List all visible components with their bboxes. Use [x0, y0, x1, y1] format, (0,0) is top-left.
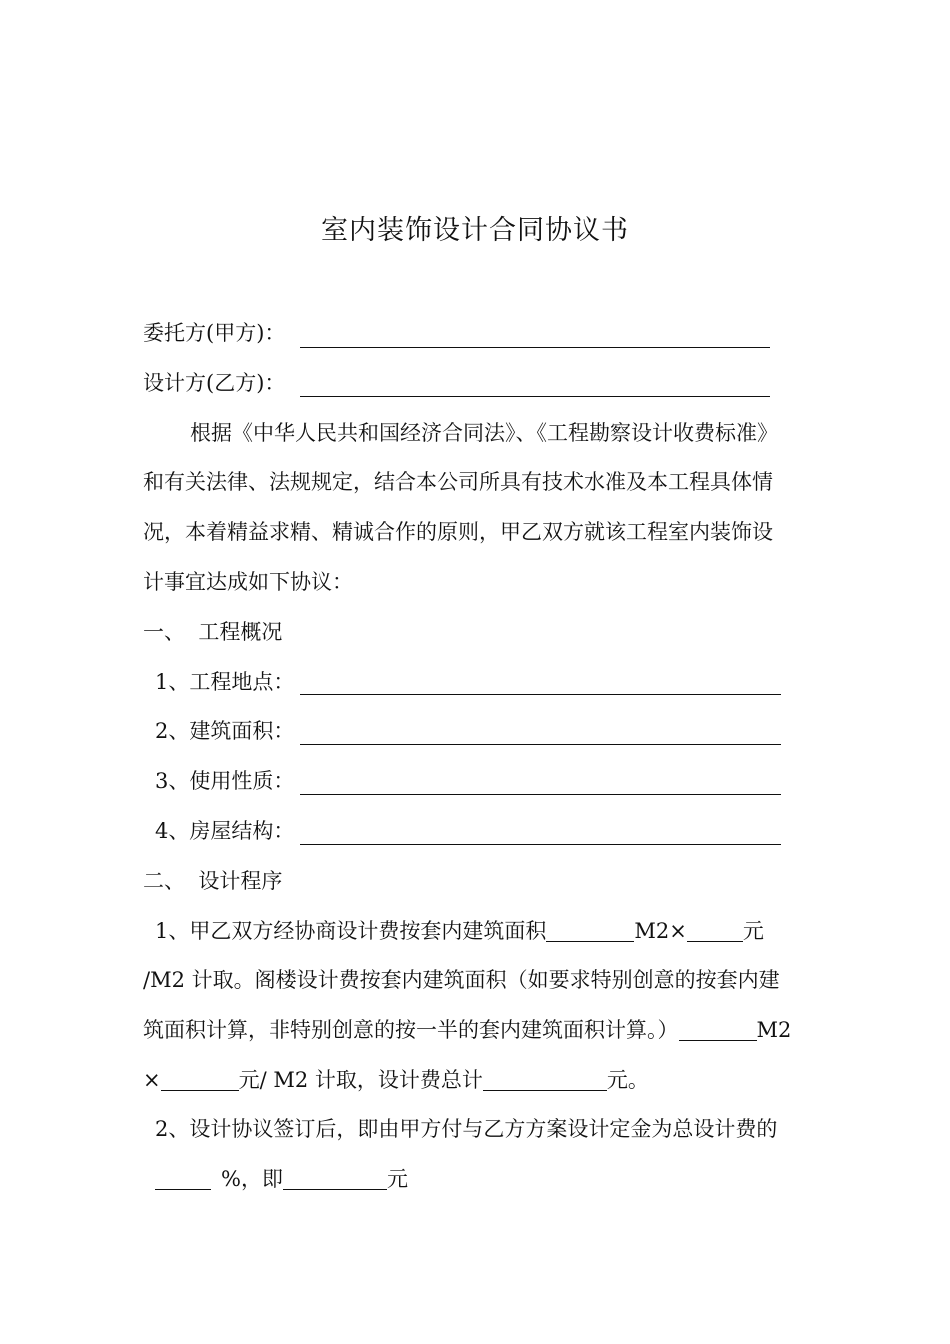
deposit-paragraph-line-1: 2、设计协议签订后，即由甲方付与乙方方案设计定金为总设计费的 — [155, 1117, 778, 1141]
fee-paragraph-line-4 — [143, 1065, 649, 1095]
project-location-blank[interactable] — [300, 694, 781, 695]
project-location-label: 1、工程地点： — [155, 670, 295, 694]
fee-paragraph-line-3 — [143, 1015, 791, 1045]
intro-line-3: 况，本着精益求精、精诚合作的原则，甲乙双方就该工程室内装饰设 — [143, 520, 773, 544]
usage-nature-blank[interactable] — [300, 794, 781, 795]
building-structure-label: 4、房屋结构： — [155, 819, 295, 843]
attic-unit-price-blank[interactable] — [161, 1068, 239, 1091]
intro-line-1: 根据《中华人民共和国经济合同法》、《工程勘察设计收费标准》 — [190, 421, 778, 445]
deposit-amount-blank[interactable] — [283, 1167, 387, 1190]
intro-line-4: 计事宜达成如下协议： — [143, 570, 353, 594]
building-area-label: 2、建筑面积： — [155, 719, 295, 743]
fee-text-b: M2× — [634, 919, 687, 943]
fee-paragraph-line-2: /M2 计取。阁楼设计费按套内建筑面积（如要求特别创意的按套内建 — [143, 968, 780, 992]
deposit-percent-blank[interactable] — [155, 1167, 211, 1190]
party-b-label: 设计方(乙方)： — [143, 371, 286, 395]
fee-text-h: 元/ M2 计取，设计费总计 — [238, 1068, 483, 1092]
fee-text-a: 1、甲乙双方经协商设计费按套内建筑面积 — [155, 919, 547, 943]
deposit-text-b: %，即 — [221, 1167, 283, 1191]
attic-area-blank[interactable] — [679, 1018, 757, 1041]
deposit-paragraph-line-2 — [155, 1164, 408, 1194]
fee-text-f: M2 — [756, 1018, 792, 1042]
area-blank[interactable] — [546, 919, 634, 942]
intro-line-2: 和有关法律、法规规定，结合本公司所具有技术水准及本工程具体情 — [143, 470, 773, 494]
party-a-label: 委托方(甲方)： — [143, 321, 286, 345]
fee-text-i: 元。 — [606, 1068, 649, 1092]
fee-text-c: 元 — [742, 919, 764, 943]
section-1-heading: 一、 工程概况 — [143, 620, 283, 644]
building-area-blank[interactable] — [300, 744, 781, 745]
party-b-blank[interactable] — [300, 396, 770, 397]
section-2-heading: 二、 设计程序 — [143, 869, 283, 893]
fee-paragraph-line-1 — [155, 916, 764, 946]
usage-nature-label: 3、使用性质： — [155, 769, 295, 793]
fee-text-g: × — [143, 1068, 161, 1092]
fee-text-e: 筑面积计算，非特别创意的按一半的套内建筑面积计算。） — [143, 1018, 679, 1042]
building-structure-blank[interactable] — [300, 844, 781, 845]
deposit-text-c: 元 — [386, 1167, 408, 1191]
unit-price-blank[interactable] — [687, 919, 743, 942]
document-title: 室内装饰设计合同协议书 — [321, 215, 629, 246]
party-a-blank[interactable] — [300, 347, 770, 348]
total-fee-blank[interactable] — [483, 1068, 607, 1091]
